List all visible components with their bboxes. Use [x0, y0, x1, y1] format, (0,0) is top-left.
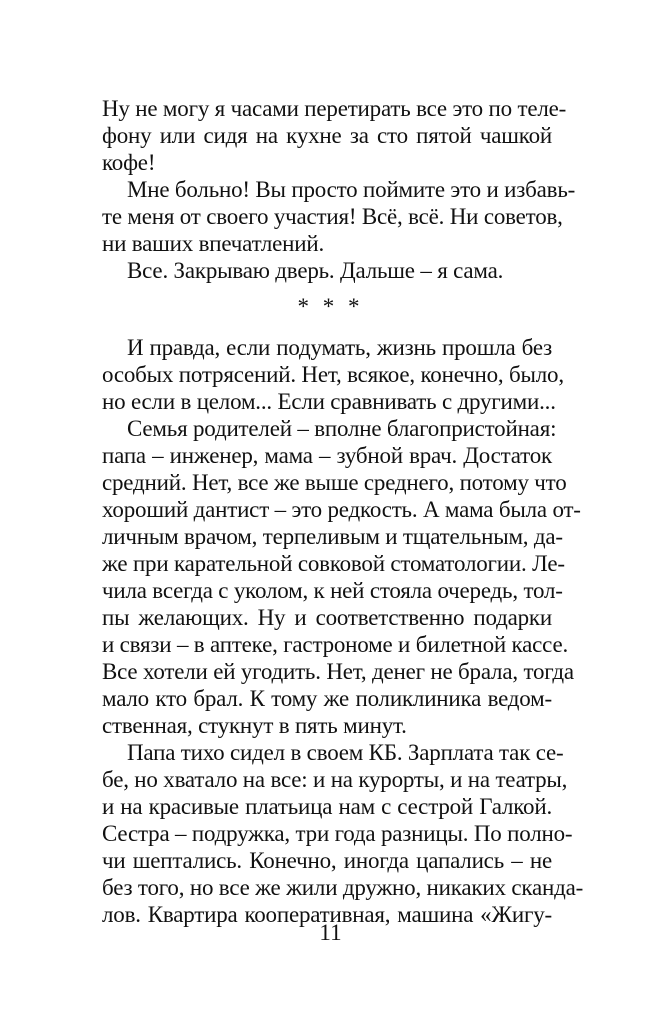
- text-line: Мне больно! Вы просто поймите это и избавь-: [127, 177, 576, 202]
- text-line: личным врачом, терпеливым и тщательным, да-: [102, 524, 563, 549]
- text-line: и связи – в аптеке, гастрономе и билетной кассе.: [102, 632, 569, 657]
- text-line: же при карательной совковой стоматологии. Ле-: [102, 551, 565, 576]
- text-line: пы желающих. Ну и соответственно подарки: [102, 605, 552, 630]
- text-line: и на красивые платьица нам с сестрой Галкой.: [102, 794, 552, 819]
- section-separator: * * *: [297, 294, 364, 319]
- text-line: Ну не могу я часами перетирать все это по теле-: [102, 96, 567, 121]
- text-line: чила всегда с уколом, к ней стояла очередь, тол-: [102, 578, 563, 603]
- text-line: мало кто брал. К тому же поликлиника ведом-: [102, 686, 552, 711]
- text-line: особых потрясений. Нет, всякое, конечно, было,: [102, 362, 564, 387]
- text-line: те меня от своего участия! Всё, всё. Ни советов,: [102, 204, 563, 229]
- text-line: ственная, стукнут в пять минут.: [102, 713, 407, 738]
- text-line: Семья родителей – вполне благопристойная:: [127, 416, 557, 441]
- text-line: лов. Квартира кооперативная, машина «Жигу-: [102, 902, 552, 927]
- text-line: Папа тихо сидел в своем КБ. Зарплата так се-: [127, 740, 564, 765]
- text-line: средний. Нет, все же выше среднего, потому что: [102, 470, 567, 495]
- text-line: без того, но все же жили дружно, никаких сканда-: [102, 875, 584, 900]
- text-line: И правда, если подумать, жизнь прошла без: [127, 335, 552, 360]
- text-line: бе, но хватало на все: и на курорты, и на театры,: [102, 767, 568, 792]
- text-line: папа – инженер, мама – зубной врач. Достаток: [102, 443, 552, 468]
- text-line: чи шептались. Конечно, иногда цапались – не: [102, 848, 552, 873]
- text-line: фону или сидя на кухне за сто пятой чашкой: [102, 123, 552, 148]
- text-line: Все. Закрываю дверь. Дальше – я сама.: [127, 258, 504, 283]
- text-line: Все хотели ей угодить. Нет, денег не брала, тогда: [102, 659, 574, 684]
- text-line: ни ваших впечатлений.: [102, 231, 325, 256]
- text-line: хороший дантист – это редкость. А мама была от-: [102, 497, 581, 522]
- text-line: кофе!: [102, 150, 156, 175]
- text-line: Сестра – подружка, три года разницы. По полно-: [102, 821, 573, 846]
- text-line: но если в целом... Если сравнивать с другими...: [102, 389, 556, 414]
- page-number: 11: [319, 920, 342, 945]
